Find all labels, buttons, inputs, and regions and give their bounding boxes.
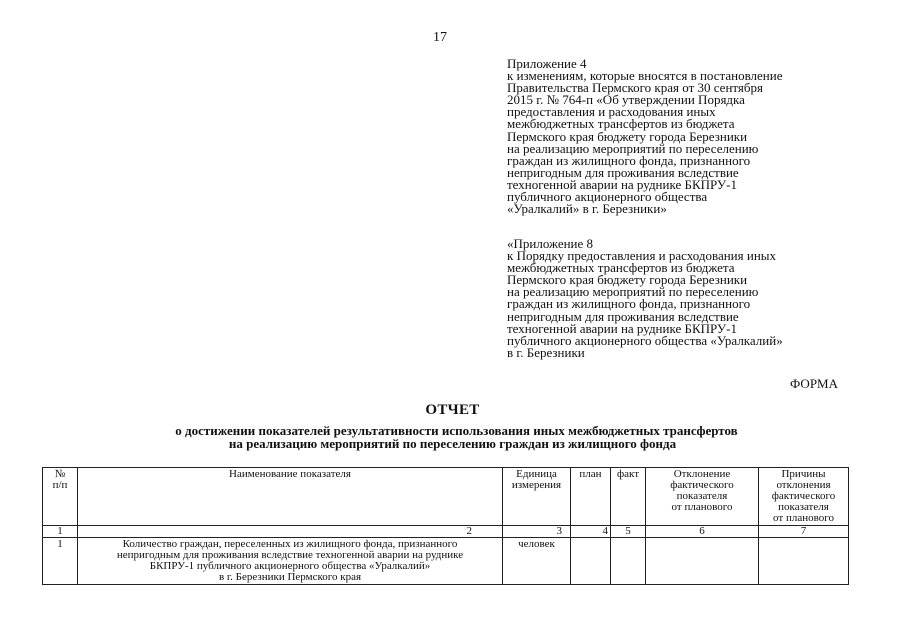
appendix-line: публичного акционерного общества (507, 189, 708, 205)
row-fact (611, 538, 646, 585)
column-number: 5 (611, 526, 646, 538)
appendix-line: на реализацию мероприятий по переселению (507, 140, 759, 156)
page-number: 17 (433, 30, 447, 45)
header-text: план (579, 468, 602, 480)
row-unit: человек (503, 538, 571, 585)
appendix-line: непригодным для проживания вследствие (507, 308, 739, 324)
column-number: 3 (503, 526, 571, 538)
row-indicator-name (78, 538, 503, 585)
appendix-line: Пермского края бюджету города Березники (507, 128, 748, 144)
header-text: Отклонение (673, 468, 731, 480)
appendix-line: предоставления и расходования иных (507, 104, 716, 120)
column-number: 7 (759, 526, 849, 538)
appendix-4-header (507, 58, 847, 215)
row-deviation (646, 538, 759, 585)
appendix-line: межбюджетных трансфертов из бюджета (507, 116, 735, 132)
report-subtitle: о достижении показателей результативности использования иных межбюджетных трансфертов (175, 423, 738, 438)
column-number: 1 (43, 526, 78, 538)
appendix-line: Пермского края бюджету города Березники (507, 272, 748, 288)
column-number-row (43, 526, 849, 538)
header-text: факт (616, 468, 640, 480)
header-text: от планового (671, 501, 733, 513)
header-text: от планового (773, 512, 834, 524)
report-table (42, 467, 849, 585)
appendix-line: Правительства Пермского края от 30 сентября (507, 80, 763, 96)
report-subtitle: на реализацию мероприятий по переселению граждан из жилищного фонда (228, 436, 677, 451)
header-name (78, 468, 503, 526)
appendix-line: техногенной аварии на руднике БКПРУ-1 (507, 176, 737, 192)
appendix-line: непригодным для проживания вследствие (507, 164, 739, 180)
appendix-line: к изменениям, которые вносятся в постановление (507, 68, 783, 84)
indicator-line: непригодным для проживания вследствие техногенной аварии на руднике (116, 549, 464, 561)
header-text: отклонения (776, 479, 831, 491)
header-text: Единица (516, 468, 557, 480)
column-number: 2 (78, 526, 503, 538)
appendix-line: в г. Березники (507, 344, 585, 360)
header-text: измерения (511, 479, 562, 491)
appendix-line: к Порядку предоставления и расходования иных (507, 248, 777, 264)
appendix-line: межбюджетных трансфертов из бюджета (507, 260, 735, 276)
appendix-line: граждан из жилищного фонда, признанного (507, 296, 751, 312)
header-text: Причины (781, 468, 826, 480)
header-plan (571, 468, 611, 526)
header-text: № (54, 468, 66, 480)
indicator-line: БКПРУ-1 публичного акционерного общества «Уралкалий» (149, 560, 431, 572)
header-text: Наименование показателя (229, 468, 351, 480)
header-text: фактического (670, 479, 734, 491)
header-unit (503, 468, 571, 526)
appendix-line: 2015 г. № 764-п «Об утверждении Порядка (507, 92, 745, 108)
header-num (43, 468, 78, 526)
appendix-line: на реализацию мероприятий по переселению (507, 284, 759, 300)
header-reasons (759, 468, 849, 526)
row-num: 1 (43, 538, 78, 585)
table-header-row (43, 468, 849, 526)
header-text: показателя (778, 501, 829, 513)
header-text: показателя (676, 490, 728, 502)
table-row (43, 538, 849, 585)
indicator-line: Количество граждан, переселенных из жилищного фонда, признанного (122, 538, 458, 550)
indicator-line: в г. Березники Пермского края (218, 571, 362, 583)
header-text: фактического (771, 490, 836, 502)
form-label: ФОРМА (790, 376, 838, 391)
appendix-line: граждан из жилищного фонда, признанного (507, 152, 751, 168)
appendix-line: публичного акционерного общества «Уралкалий» (507, 332, 783, 348)
appendix-line: «Уралкалий» в г. Березники» (507, 201, 667, 217)
header-deviation (646, 468, 759, 526)
appendix-line: «Приложение 8 (507, 236, 594, 251)
appendix-8-header (507, 238, 847, 359)
column-number: 6 (646, 526, 759, 538)
appendix-line: Приложение 4 (507, 56, 587, 71)
header-text: п/п (52, 479, 68, 491)
row-reasons (759, 538, 849, 585)
header-fact (611, 468, 646, 526)
column-number: 4 (571, 526, 611, 538)
row-plan (571, 538, 611, 585)
appendix-line: техногенной аварии на руднике БКПРУ-1 (507, 320, 737, 336)
report-title: ОТЧЕТ (425, 402, 480, 418)
